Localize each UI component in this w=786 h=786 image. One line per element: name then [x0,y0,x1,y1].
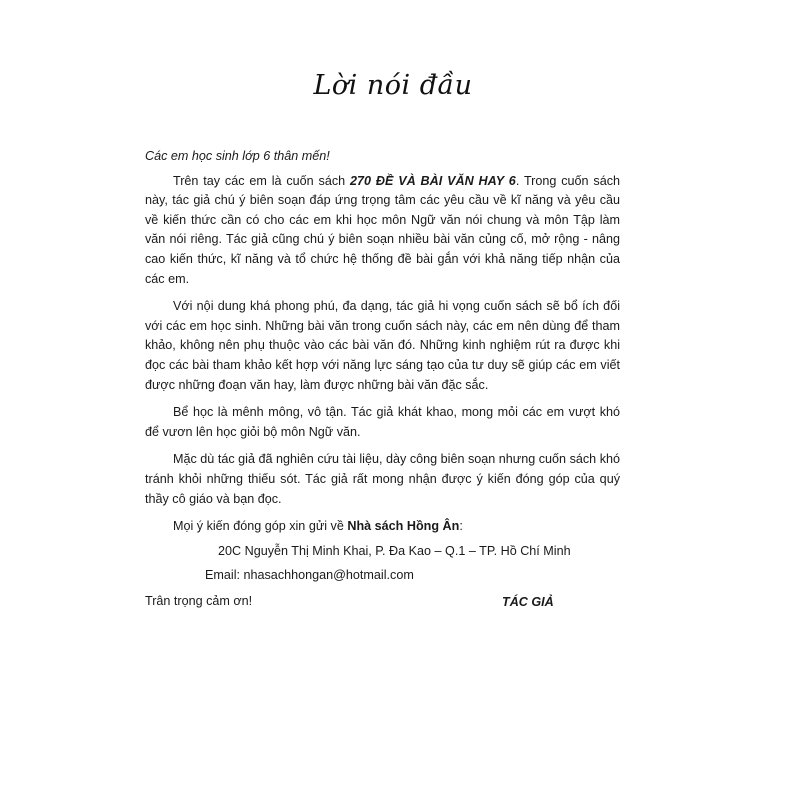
author-signature: TÁC GIẢ [502,595,554,609]
paragraph-1-intro: Trên tay các em là cuốn sách [173,173,350,188]
email-address: nhasachhongan@hotmail.com [243,568,414,583]
paragraph-2: Với nội dung khá phong phú, đa dạng, tác giả hi vọng cuốn sách sẽ bổ ích đối với các em học sinh. Những bài văn trong cuốn sách này, các em nên dùng để tham khảo, không nên phụ thuộc vào các bài văn đó. Những kinh nghiệm rút ra được khi đọc các bài tham khảo kết hợp với năng lực sáng tạo của tư duy sẽ giúp các em viết được những đoạn văn hay, làm được những bài văn đặc sắc. [145,299,620,392]
publisher-name: Nhà sách Hồng Ân [347,519,460,534]
contact-intro: Mọi ý kiến đóng góp xin gửi về [173,519,348,534]
email-line [205,566,620,586]
paragraph-1 [145,172,620,290]
contact-line [145,517,620,537]
paragraph-1-body: . Trong cuốn sách này, tác giả chú ý biên soạn đáp ứng trọng tâm các yêu cầu về kĩ năng và yêu cầu về kiến thức cần có cho các em khi học môn Ngữ văn nói chung và môn Tập làm văn nói riêng. Tác giả cũng chú ý biên soạn nhiều bài văn củng cố, mở rộng - nâng cao kiến thức, kĩ năng và tổ chức hệ thống đề bài gắn với khả năng tiếp nhận của các em. [145,173,620,286]
paragraph-4: Mặc dù tác giả đã nghiên cứu tài liệu, dày công biên soạn nhưng cuốn sách khó tránh khỏi những thiếu sót. Tác giả rất mong nhận được ý kiến đóng góp của quý thầy cô giáo và bạn đọc. [145,452,620,506]
publisher-address: 20C Nguyễn Thị Minh Khai, P. Đa Kao – Q.1 – TP. Hồ Chí Minh [218,543,571,558]
contact-colon: : [459,519,463,534]
greeting: Các em học sinh lớp 6 thân mến! [145,149,330,163]
email-label: Email: [205,568,244,583]
closing-thanks: Trân trọng cảm ơn! [145,593,253,608]
book-title: 270 ĐỀ VÀ BÀI VĂN HAY 6 [350,173,516,188]
page-title: Lời nói đầu [313,70,473,101]
paragraph-3: Bể học là mênh mông, vô tận. Tác giả khát khao, mong mỏi các em vượt khó để vươn lên học giỏi bộ môn Ngữ văn. [145,405,620,439]
preface-body [145,147,620,611]
